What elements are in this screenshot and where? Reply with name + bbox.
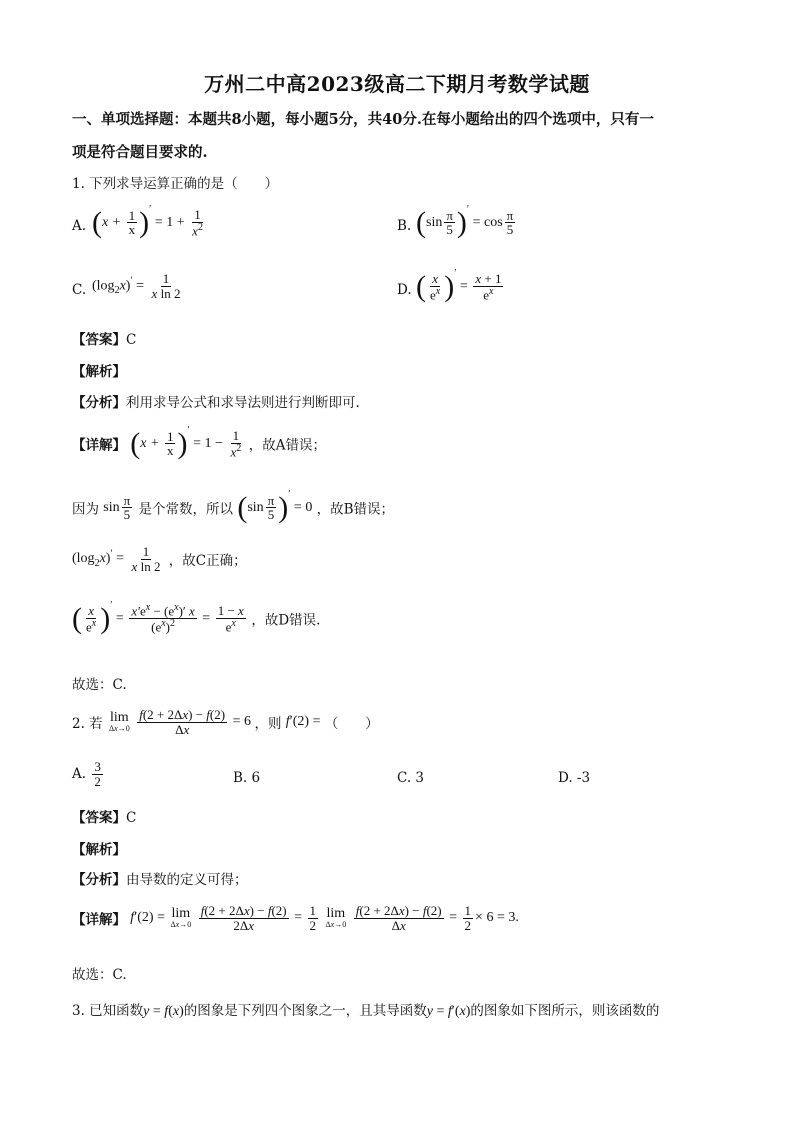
q1-answer-tag: 【答案】 — [72, 332, 126, 348]
q2-detail — [72, 904, 519, 932]
q1-detail-c-tail: ，故C正确； — [168, 552, 247, 569]
q1-detail-a — [72, 425, 326, 459]
q1-detail-d — [72, 600, 320, 634]
q1-fenxi-text: 利用求导公式和求导法则进行判断即可. — [126, 395, 360, 411]
q1-option-d-formula: ( $\frac{x}{e^x}$ )′ = $\frac{x + 1}{e^x}$ — [416, 268, 502, 303]
q2-option-a — [72, 760, 105, 788]
q2-stem-fprime: f′(2) = — [285, 713, 321, 729]
q1-detail-d-formula: ( $\frac{x}{e^x}$ )′ = $\frac{x'e^x - (e^x)' x}{(e^x)^2}$ = $\frac{1 - x}{e^x}$ — [72, 600, 244, 635]
q3-stem — [72, 999, 659, 1020]
q1-answer-value: C — [126, 332, 137, 348]
q2-fenxi-tag: 【分析】 — [72, 872, 126, 888]
q1-option-c-formula: $(\log_2x)'$ = $\frac{1}{\text{x ln 2}}$ — [92, 271, 181, 301]
q2-stem-pre: 2. 若 — [72, 715, 103, 732]
q1-option-b-formula: (sin $\frac{\pi}{5}$ )′ = cos $\frac{\pi}{5}$ — [416, 204, 514, 239]
q1-fenxi-line — [72, 391, 360, 411]
q1-detail-c — [72, 545, 247, 573]
q2-jiexi-tag: 【解析】 — [72, 842, 126, 858]
q1-detail-b-pre: 因为 — [72, 501, 99, 518]
q2-choose: 故选：C. — [72, 967, 127, 983]
q1-stem: 1. 下列求导运算正确的是（ ） — [72, 176, 279, 192]
q2-fenxi-text: 由导数的定义可得； — [126, 872, 248, 888]
q2-option-a-label: A. — [72, 765, 87, 782]
q1-detail-c-formula: $(\log_2x)'$ = $\frac{1}{\text{x ln 2}}$ — [72, 544, 161, 574]
q2-answer-value: C — [126, 810, 137, 826]
q3-fx: y = f(x) — [143, 1004, 184, 1019]
q1-fenxi-tag: 【分析】 — [72, 395, 126, 411]
q2-answer-line — [72, 806, 136, 826]
q1-option-a-formula: (x + $\frac{1}{x}$ )′ = 1 + $\frac{1}{x^2}$ — [92, 204, 203, 239]
section-heading-line2: 项是符合题目要求的. — [72, 144, 208, 161]
q1-detail-b-tail: ，故B错误； — [316, 501, 395, 518]
q1-detail-a-tail: ，故A错误； — [248, 437, 326, 454]
q2-stem-mid: ，则 — [254, 715, 282, 732]
q2-option-b: B. 6 — [233, 770, 261, 786]
q2-fenxi-line — [72, 868, 248, 888]
q2-detail-formula: f′(2) = lim Δx→0 $\frac{f(2 + 2\Delta x) - f(2)}{2\Delta x}$ = $\frac{1}{2}$ lim Δx→0 $\frac{f(2 + 2\Delta x) - f(2)}{\Delta x}$ = $\frac{1}{2}$ × 6 = 3. — [130, 903, 519, 933]
q2-option-a-value: $\frac{3}{2}$ — [94, 759, 101, 789]
q1-option-c-label: C. — [72, 282, 87, 298]
q1-option-a-label: A. — [72, 218, 87, 234]
q1-detail-b-formula: (sin $\frac{\pi}{5}$ )′ = 0 — [237, 489, 313, 524]
q3-stem-pre: 3. 已知函数 — [72, 1003, 144, 1019]
page-title: 万州二中高2023级高二下期月考数学试题 — [204, 72, 590, 96]
q1-detail-b-sin: sin $\frac{\pi}{5}$ — [103, 492, 131, 523]
q1-option-d-label: D. — [397, 282, 412, 298]
q2-option-c: C. 3 — [397, 770, 425, 786]
q1-option-b-label: B. — [397, 218, 412, 234]
q3-stem-mid1: 的图象是下列四个图象之一，且其导函数 — [183, 1003, 427, 1019]
q1-xiangjie-tag: 【详解】 — [72, 437, 126, 454]
q2-stem-formula: lim Δx→0 $\frac{f(2 + 2\Delta x) - f(2)}{\Delta x}$ = 6 — [108, 707, 251, 737]
q1-choose: 故选：C. — [72, 677, 127, 693]
q2-xiangjie-tag: 【详解】 — [72, 911, 126, 928]
q3-fprimex: y = f′(x) — [426, 1004, 471, 1019]
q1-detail-d-tail: ，故D错误. — [251, 612, 321, 629]
q1-detail-a-formula: (x + $\frac{1}{x}$ )′ = 1 − $\frac{1}{x^2}$ — [130, 425, 242, 460]
q1-detail-b-mid: 是个常数，所以 — [138, 501, 234, 518]
q2-option-d: D. -3 — [558, 770, 591, 786]
q2-stem-tail: （ ） — [324, 715, 379, 732]
q1-answer-line — [72, 328, 136, 348]
section-heading-line1: 一、单项选择题：本题共8小题，每小题5分，共40分.在每小题给出的四个选项中，只有一 — [72, 111, 654, 128]
q3-stem-mid2: 的图象如下图所示，则该函数的 — [470, 1003, 660, 1019]
q1-detail-b — [72, 489, 394, 523]
q2-answer-tag: 【答案】 — [72, 810, 126, 826]
q1-jiexi-tag: 【解析】 — [72, 364, 126, 380]
q2-stem — [72, 708, 379, 736]
